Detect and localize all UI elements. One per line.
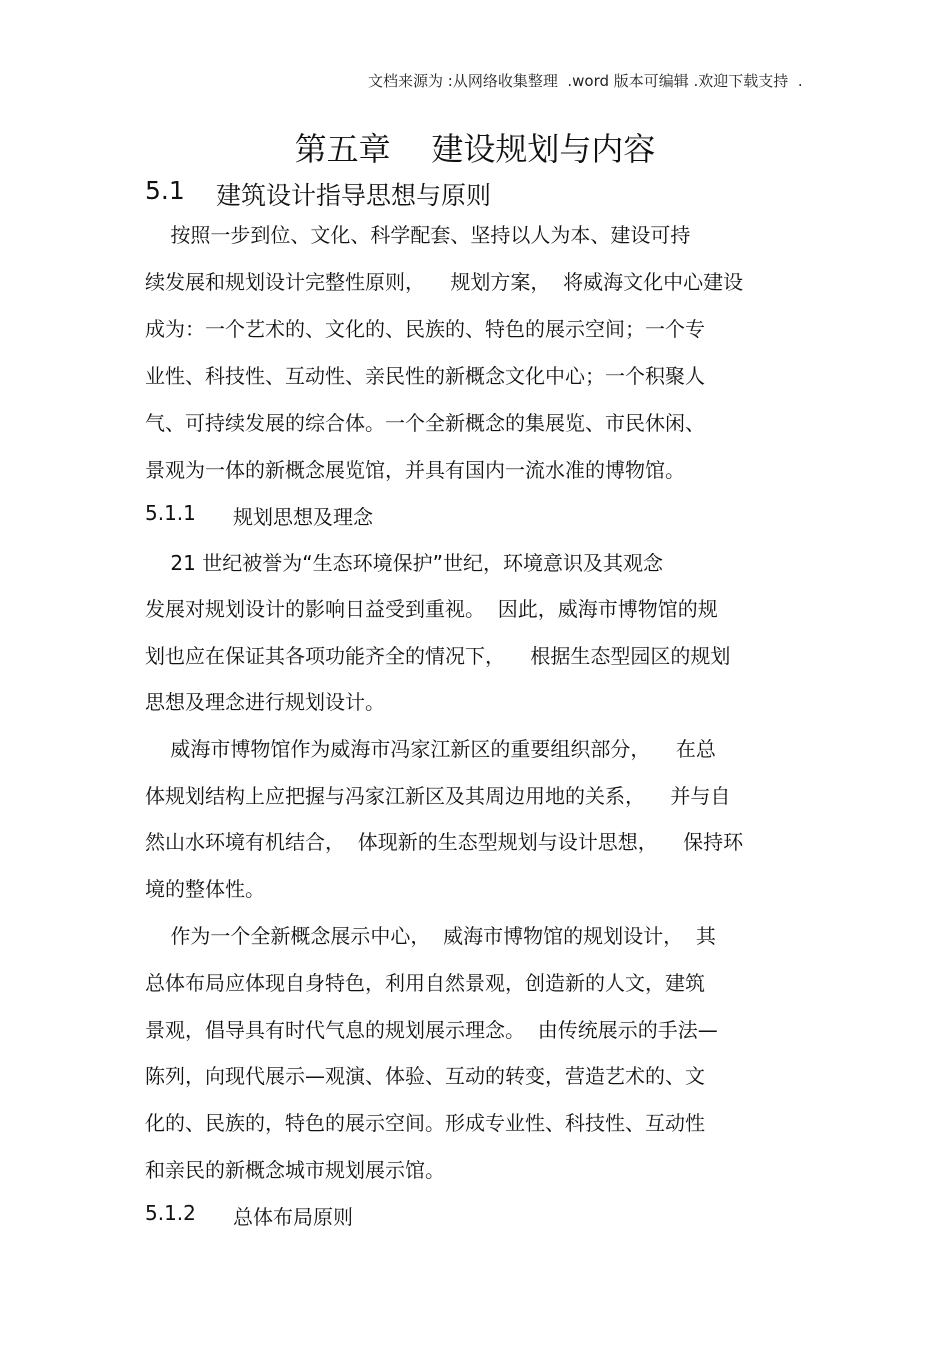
- paragraph-line: 总体布局应体现自身特色，利用自然景观，创造新的人文，建筑: [145, 971, 705, 995]
- paragraph-line: 体规划结构上应把握与冯家江新区及其周边用地的关系， 并与自: [145, 784, 731, 808]
- chapter-title: 第五章 建设规划与内容: [294, 130, 656, 168]
- paragraph-line: 21 世纪被誉为“生态环境保护”世纪，环境意识及其观念: [145, 551, 663, 575]
- paragraph-line: 续发展和规划设计完整性原则， 规划方案， 将威海文化中心建设: [145, 270, 744, 294]
- paragraph-line: 威海市博物馆作为威海市冯家江新区的重要组织部分， 在总: [145, 737, 716, 761]
- subsection-title: 规划思想及理念: [233, 505, 373, 529]
- paragraph-line: 发展对规划设计的影响日益受到重视。 因此，威海市博物馆的规: [145, 597, 718, 621]
- paragraph-line: 景观为一体的新概念展览馆，并具有国内一流水准的博物馆。: [145, 458, 685, 482]
- paragraph-line: 思想及理念进行规划设计。: [145, 690, 385, 714]
- paragraph-line: 陈列，向现代展示—观演、体验、互动的转变，营造艺术的、文: [145, 1064, 705, 1088]
- paragraph-line: 按照一步到位、文化、科学配套、坚持以人为本、建设可持: [145, 223, 691, 247]
- paragraph-line: 化的、民族的，特色的展示空间。形成专业性、科技性、互动性: [145, 1111, 705, 1135]
- paragraph-line: 作为一个全新概念展示中心， 威海市博物馆的规划设计， 其: [145, 924, 716, 948]
- header-note: 文档来源为 :从网络收集整理 .word 版本可编辑 .欢迎下载支持 .: [368, 72, 803, 90]
- section-title: 建筑设计指导思想与原则: [216, 181, 492, 210]
- subsection-number: 5.1.2: [145, 1201, 196, 1225]
- paragraph-line: 划也应在保证其各项功能齐全的情况下， 根据生态型园区的规划: [145, 644, 731, 668]
- paragraph-line: 气、可持续发展的综合体。一个全新概念的集展览、市民休闲、: [145, 411, 705, 435]
- subsection-number: 5.1.1: [145, 501, 196, 525]
- paragraph-line: 和亲民的新概念城市规划展示馆。: [145, 1158, 445, 1182]
- section-number: 5.1: [145, 176, 185, 205]
- paragraph-line: 境的整体性。: [145, 877, 265, 901]
- paragraph-line: 成为：一个艺术的、文化的、民族的、特色的展示空间；一个专: [145, 317, 705, 341]
- paragraph-line: 然山水环境有机结合， 体现新的生态型规划与设计思想， 保持环: [145, 830, 744, 854]
- subsection-title: 总体布局原则: [233, 1205, 353, 1229]
- paragraph-line: 景观，倡导具有时代气息的规划展示理念。 由传统展示的手法—: [145, 1018, 718, 1042]
- paragraph-line: 业性、科技性、互动性、亲民性的新概念文化中心；一个积聚人: [145, 364, 705, 388]
